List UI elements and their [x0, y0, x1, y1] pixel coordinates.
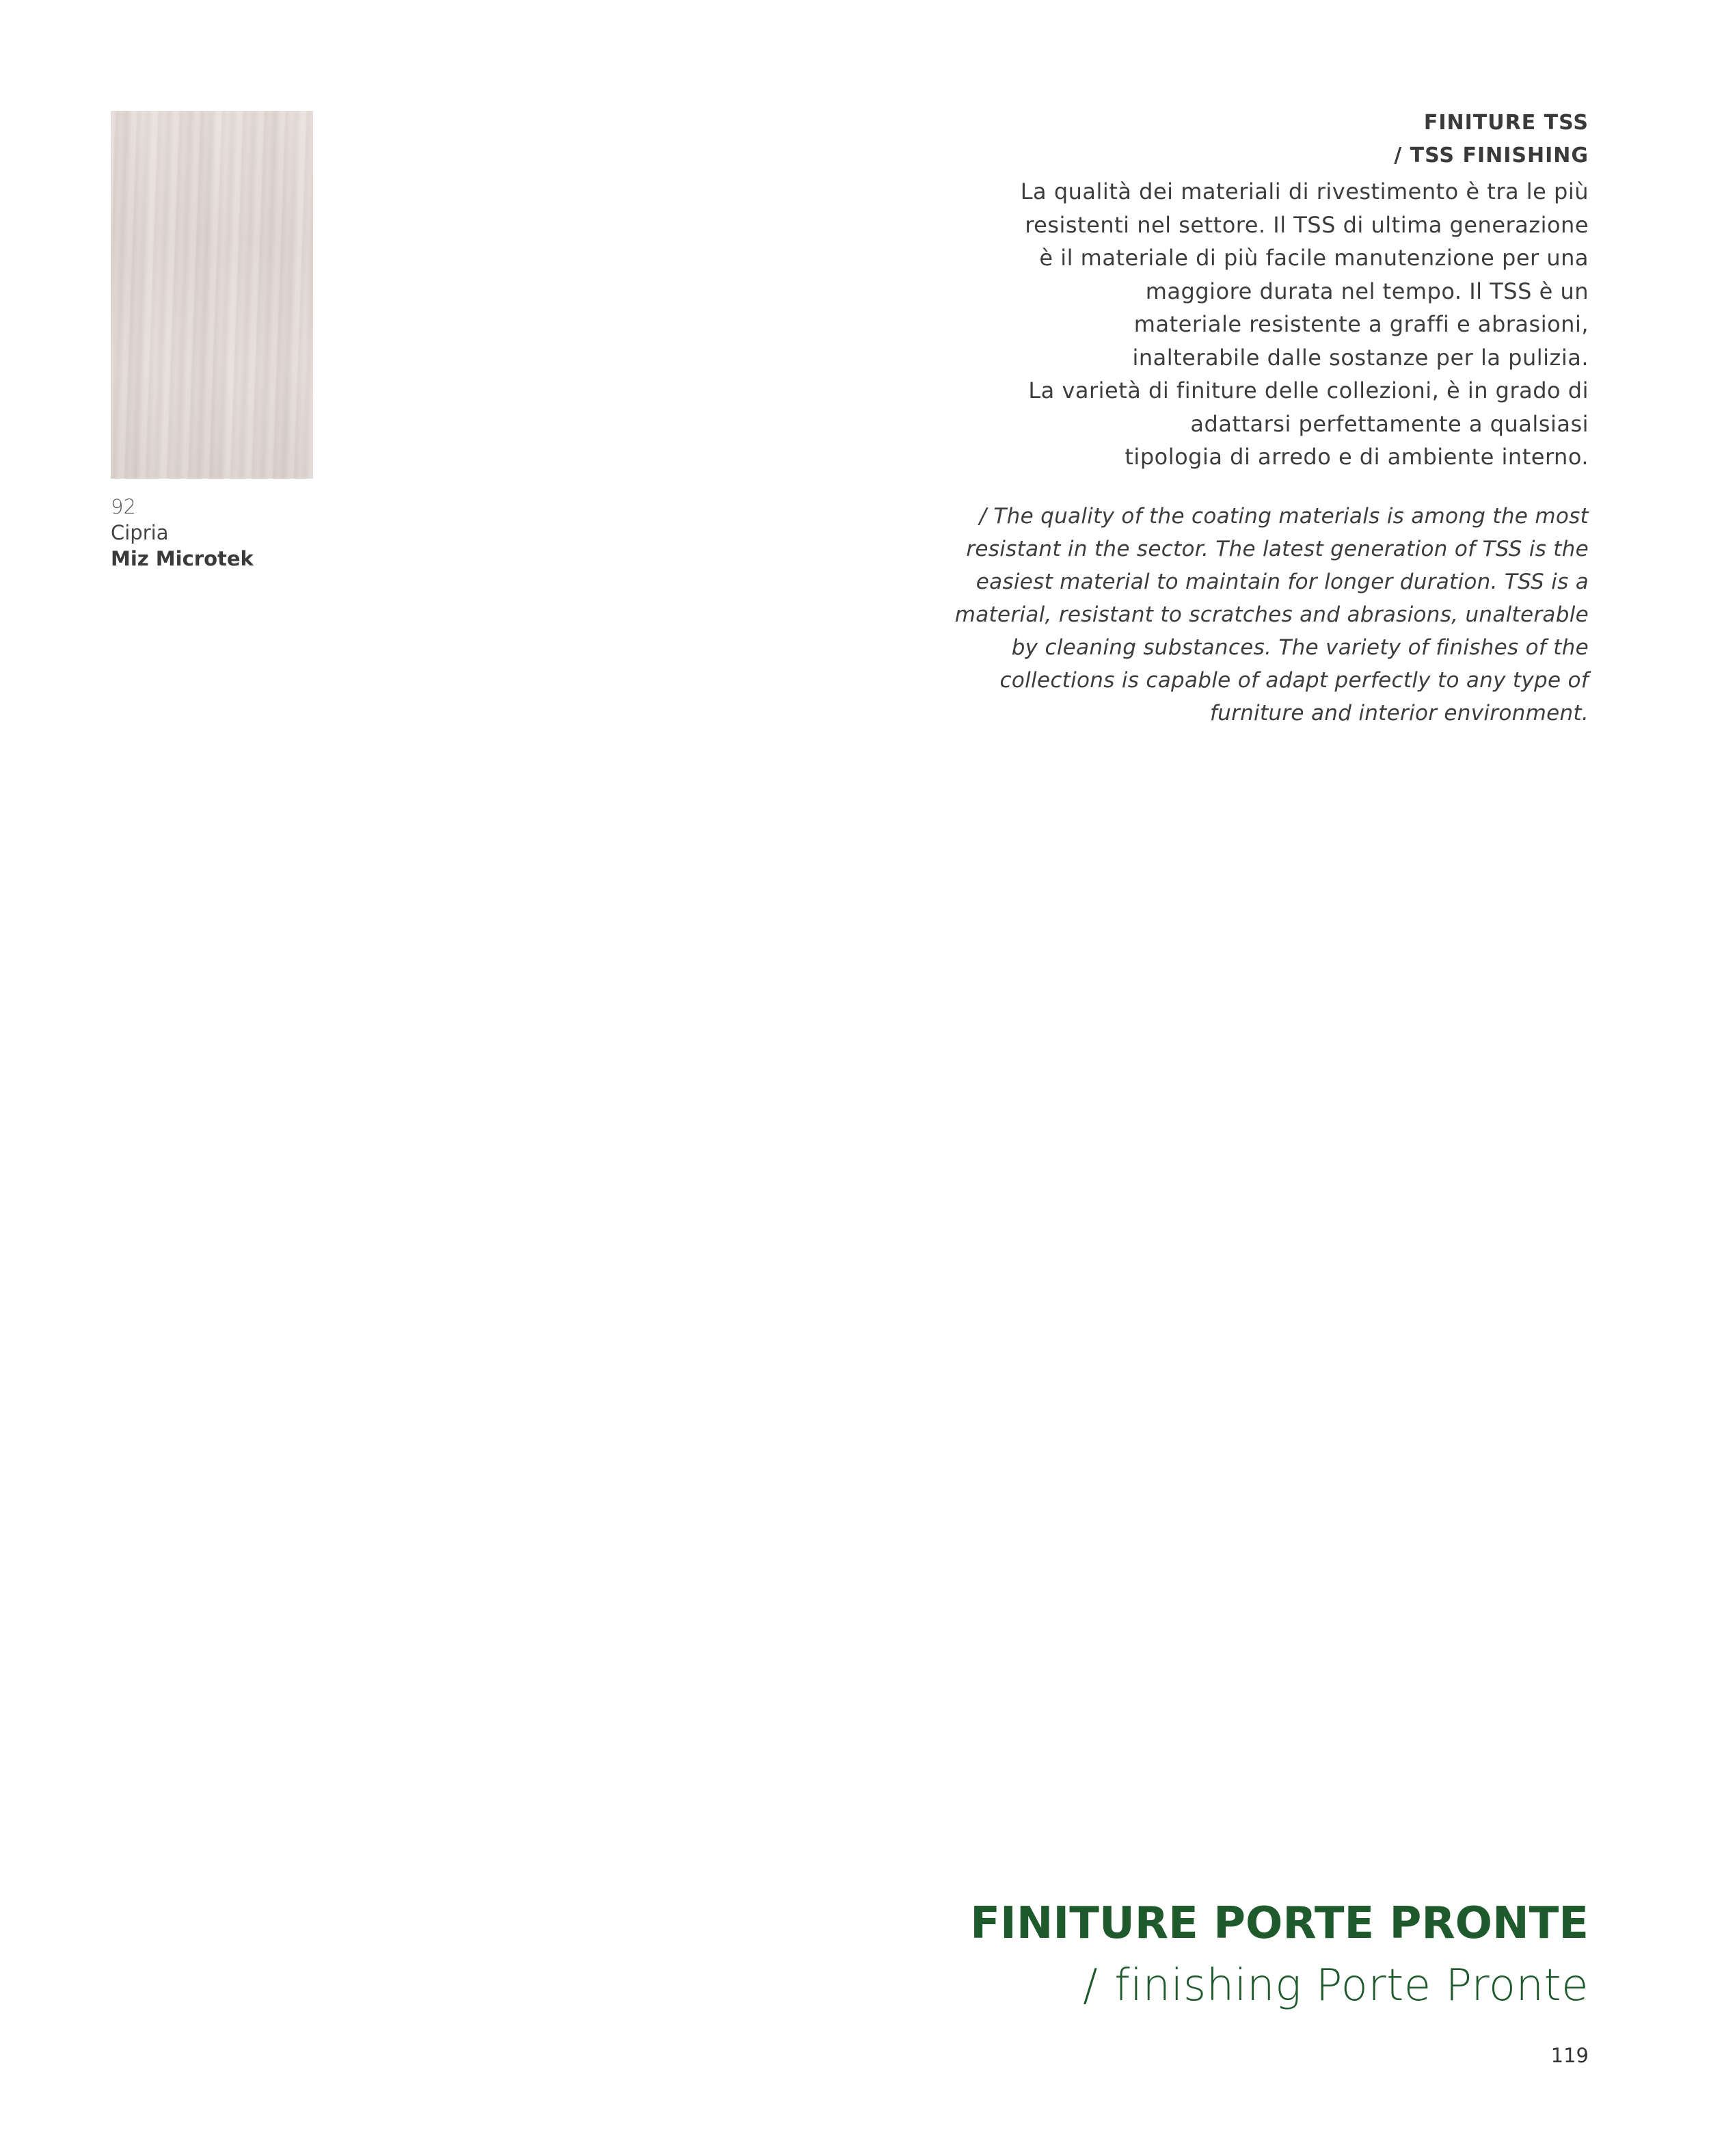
paragraph-italian	[905, 175, 1589, 474]
finish-swatch-image	[111, 111, 313, 479]
chapter-footer	[970, 1894, 1589, 2019]
swatch-caption	[111, 494, 254, 572]
paragraph-english	[905, 500, 1589, 730]
paragraph-line: furniture and interior environment.	[1209, 700, 1589, 726]
paragraph-line: easiest material to maintain for longer duration. TSS is a	[975, 569, 1589, 594]
paragraph-line: / The quality of the coating materials is among the most	[979, 503, 1589, 529]
paragraph-line: La qualità dei materiali di rivestimento è tra le più	[1020, 178, 1589, 204]
paragraph-line: resistenti nel settore. Il TSS di ultima generazione	[1025, 211, 1589, 238]
subtitle-slash: /	[1083, 1960, 1099, 2011]
paragraph-line: è il materiale di più facile manutenzione per una	[1039, 245, 1589, 271]
subtitle-text: finishing Porte Pronte	[1114, 1960, 1589, 2011]
page-number: 119	[1550, 2044, 1589, 2067]
section-title-it: FINITURE TSS	[1423, 111, 1589, 135]
paragraph-line: by cleaning substances. The variety of finishes of the	[1011, 635, 1589, 660]
paragraph-line: materiale resistente a graffi e abrasioni,	[1133, 311, 1589, 337]
description-block	[905, 107, 1589, 730]
chapter-title: FINITURE PORTE PRONTE	[970, 1898, 1589, 1949]
paragraph-line: maggiore durata nel tempo. Il TSS è un	[1145, 278, 1589, 304]
paragraph-line: collections is capable of adapt perfectly to any type of	[999, 667, 1589, 693]
paragraph-line: material, resistant to scratches and abrasions, unalterable	[954, 602, 1589, 627]
paragraph-line: tipologia di arredo e di ambiente interno.	[1125, 444, 1589, 470]
paragraph-line: adattarsi perfettamente a qualsiasi	[1190, 410, 1589, 437]
paragraph-line: resistant in the sector. The latest generation of TSS is the	[966, 536, 1589, 561]
swatch-material: Miz Microtek	[111, 547, 254, 570]
paragraph-line: La varietà di finiture delle collezioni, è in grado di	[1028, 377, 1589, 403]
swatch-code: 92	[111, 495, 136, 518]
section-title-en: / TSS FINISHING	[1394, 144, 1589, 168]
paragraph-line: inalterabile dalle sostanze per la pulizia.	[1132, 344, 1589, 371]
chapter-subtitle	[970, 1953, 1589, 2019]
swatch-name: Cipria	[111, 521, 169, 544]
